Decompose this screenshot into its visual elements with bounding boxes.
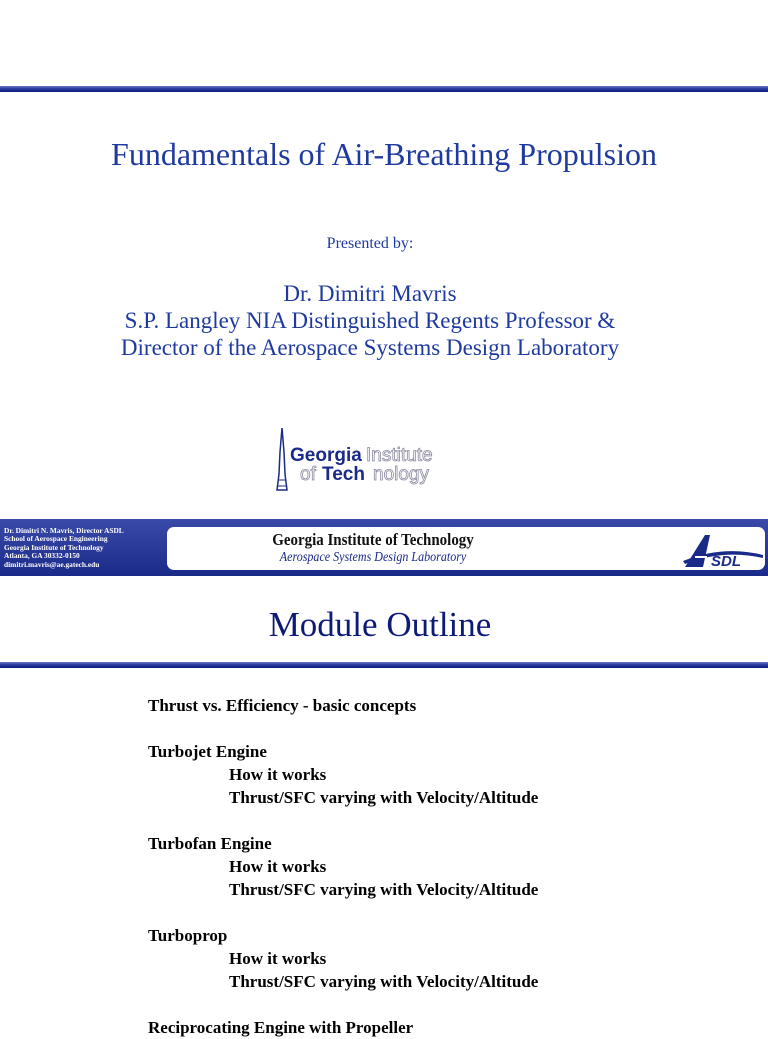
logo-of: of — [300, 464, 316, 485]
footer-contact — [4, 527, 164, 569]
logo-georgia: Georgia — [290, 445, 362, 466]
contact-line: Atlanta, GA 30332-0150 — [4, 551, 80, 561]
outline-subitem: Thrust/SFC varying with Velocity/Altitude — [229, 880, 539, 899]
outline-subitem: Thrust/SFC varying with Velocity/Altitude — [229, 972, 539, 991]
presenter-block — [0, 280, 740, 361]
outline-subitem: Thrust/SFC varying with Velocity/Altitude — [229, 788, 539, 807]
logo-nology: nology — [373, 464, 429, 485]
outline-item: Reciprocating Engine with Propeller — [148, 1018, 414, 1037]
top-divider-bar — [0, 86, 768, 92]
contact-line: Georgia Institute of Technology — [4, 542, 104, 552]
georgia-tech-logo — [276, 428, 476, 494]
contact-line: Dr. Dimitri N. Mavris, Director ASDL — [4, 526, 124, 535]
asdl-logo-text: SDL — [711, 553, 741, 569]
logo-tech: Tech — [322, 464, 365, 485]
presenter-role: Director of the Aerospace Systems Design Laboratory — [120, 335, 620, 360]
outline-subitem: How it works — [229, 949, 327, 968]
footer-panel — [167, 527, 765, 570]
presenter-title: S.P. Langley NIA Distinguished Regents Professor & — [124, 308, 616, 333]
outline-item: Thrust vs. Efficiency - basic concepts — [148, 696, 417, 715]
contact-line: School of Aerospace Engineering — [4, 534, 108, 544]
slide-footer — [0, 519, 768, 576]
tower-icon — [277, 428, 287, 490]
outline-item: Turbojet Engine — [148, 742, 267, 761]
slide-title: Fundamentals of Air-Breathing Propulsion — [111, 136, 657, 172]
outline-list — [148, 694, 748, 1039]
footer-lab-name: Aerospace Systems Design Laboratory — [279, 550, 467, 565]
presented-by-label: Presented by: — [326, 235, 414, 252]
asdl-logo — [683, 531, 763, 569]
outline-subitem: How it works — [229, 857, 327, 876]
presenter-name: Dr. Dimitri Mavris — [283, 281, 457, 306]
footer-organization: Georgia Institute of Technology — [272, 530, 474, 549]
logo-institute: Institute — [366, 445, 433, 466]
outline-title: Module Outline — [268, 605, 492, 644]
contact-line: dimitri.mavris@ae.gatech.edu — [4, 559, 100, 569]
outline-item: Turbofan Engine — [148, 834, 272, 853]
outline-divider-bar — [0, 662, 768, 668]
outline-subitem: How it works — [229, 765, 327, 784]
outline-item: Turboprop — [148, 926, 228, 945]
